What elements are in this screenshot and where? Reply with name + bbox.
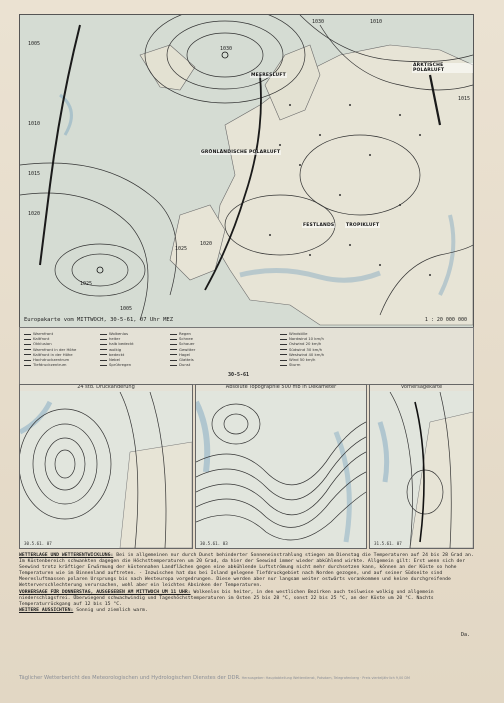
legend-item: Hagel bbox=[170, 352, 195, 357]
legend-item: Windstille bbox=[280, 331, 324, 336]
panel-title: Absolute Topographie 500 mb in Dekameter bbox=[196, 384, 366, 391]
isobar-label: 1010 bbox=[370, 19, 383, 25]
isobar-label: 1030 bbox=[220, 46, 233, 52]
forecast-paragraph bbox=[19, 590, 481, 608]
weather-situation-text: Bei in allgemeinen nur durch Dunst behinderter Sonneneinstrahlung stiegen am Dienstag die Temperaturen auf 24 bis 28 Grad an. Im Küstenbereich schwankten dagegen die Höchsttemperaturen um 20 Grad, da hier der Seewind immer wieder abkühlend wirkte. Allgemein gilt: Erst wenn sich der Seewind trotz kräftiger Erwärmung der küstennahen Landflächen gegen eine abkühlende Luftströmung nicht mehr durchsetzen kann, können an der Küste so hohe Temperaturen wie im Binnenland auftreten. - Inzwischen hat das bei Island gelegene Tiefdruckgebiet nach Norden gezogen, und auf seiner Südseite sind Meeresluftmassen polaren Ursprungs bis nach Westeuropa vorgedrungen. Diese werden aber nur langsam weiter ostwärts vorankommen und keine durchgreifende Wetterverschlechterung verursachen, wohl aber ein leichtes Absinken der Temperaturen. bbox=[19, 553, 474, 589]
legend-column-fronts bbox=[24, 331, 76, 367]
isobar-label: 1025 bbox=[175, 246, 188, 252]
legend-item: Ostwind 20 km/h bbox=[280, 341, 324, 346]
isobar-label: 1010 bbox=[28, 121, 41, 127]
europe-map-drawing bbox=[20, 15, 473, 327]
forecast-text: Wolkenlos bis heiter, in den westlichen Bezirken auch teilweise wolkig und allgemein niederschlagsfrei. Überwiegend schwachwindig und Tageshöchsttemperaturen im Osten 25 bis 28 °C, sonst 22 bis 25 °C, an der Küste um 20 °C. Nachts Temperaturrückgang auf 12 bis 15 °C. bbox=[19, 589, 434, 607]
air-mass-label: GRÖNLÄNDISCHE POLARLUFT bbox=[201, 150, 281, 155]
legend-column-weather bbox=[170, 331, 195, 367]
isobar-label: 1025 bbox=[80, 281, 93, 287]
legend-item: wolkig bbox=[100, 347, 134, 352]
legend-item: Sturm bbox=[280, 362, 324, 367]
legend-item: Warmfront bbox=[24, 331, 76, 336]
forecast-heading: VORHERSAGE FÜR DONNERSTAG, AUSGEGEBEN AM MITTWOCH UM 11 UHR: bbox=[19, 589, 191, 595]
legend-item: Schnee bbox=[170, 336, 195, 341]
map-scale: 1 : 20 000 000 bbox=[424, 317, 467, 323]
air-mass-label: TROPIKLUFT bbox=[346, 223, 380, 228]
forecast-drawing bbox=[370, 392, 473, 548]
outlook-paragraph bbox=[19, 608, 481, 614]
legend-column-wind bbox=[280, 331, 324, 367]
legend-item: Westwind 40 km/h bbox=[280, 352, 324, 357]
panel-title: Vorhersagekarte bbox=[370, 384, 473, 391]
footer-publisher: Herausgeber: Hauptabteilung Wetterdienst, Potsdam, Telegrafenberg · Preis vierteljährlich 9,00 DM bbox=[240, 676, 410, 680]
legend-item: Tiefdruckzentrum bbox=[24, 362, 76, 367]
legend-item: Nebel bbox=[100, 357, 134, 362]
legend-item: Sprühregen bbox=[100, 362, 134, 367]
legend-date-stamp: 30-5-61 bbox=[228, 372, 250, 378]
panel-stamp: 30.5.61. 07 bbox=[24, 541, 52, 546]
legend-item: Nordwind 10 km/h bbox=[280, 336, 324, 341]
europe-weather-map bbox=[19, 14, 474, 328]
legend-item: Südwind 30 km/h bbox=[280, 347, 324, 352]
air-mass-label: MEERESLUFT bbox=[251, 73, 286, 78]
pressure-change-map bbox=[19, 384, 193, 549]
panel-stamp: 31.5.61. 07 bbox=[374, 541, 402, 546]
map-caption: Europakarte vom MITTWOCH, 30-5-61, 07 Uhr MEZ bbox=[24, 317, 174, 323]
topography-drawing bbox=[196, 392, 366, 548]
legend-column-sky bbox=[100, 331, 134, 367]
isobar-label: 1020 bbox=[200, 241, 213, 247]
legend-item: bedeckt bbox=[100, 352, 134, 357]
legend-item: Warmfront in der Höhe bbox=[24, 347, 76, 352]
outlook-text: Sonnig und ziemlich warm. bbox=[73, 607, 148, 613]
publication-footer bbox=[19, 675, 489, 681]
isobar-label: 1005 bbox=[28, 41, 41, 47]
legend-item: heiter bbox=[100, 336, 134, 341]
isobar-label: 1030 bbox=[312, 19, 325, 25]
legend-item: Hochdruckzentrum bbox=[24, 357, 76, 362]
map-legend bbox=[19, 327, 474, 385]
legend-item: Schauer bbox=[170, 341, 195, 346]
weather-situation-paragraph bbox=[19, 553, 481, 590]
legend-item: Kaltfront bbox=[24, 336, 76, 341]
panel-stamp: 30.5.61. 03 bbox=[200, 541, 228, 546]
forecaster-signature: Da. bbox=[461, 632, 471, 638]
legend-item: Kaltfront in der Höhe bbox=[24, 352, 76, 357]
forecast-map bbox=[369, 384, 474, 549]
legend-item: Okklusion bbox=[24, 341, 76, 346]
legend-item: halb bedeckt bbox=[100, 341, 134, 346]
legend-item: Wind 50 km/h bbox=[280, 357, 324, 362]
legend-item: Dunst bbox=[170, 362, 195, 367]
isobar-label: 1020 bbox=[28, 211, 41, 217]
panel-title: 24 std. Druckänderung bbox=[20, 384, 192, 391]
outlook-heading: WEITERE AUSSICHTEN: bbox=[19, 607, 74, 613]
air-mass-label: FESTLANDS bbox=[303, 223, 335, 228]
isobar-label: 1015 bbox=[458, 96, 471, 102]
legend-item: Gewitter bbox=[170, 347, 195, 352]
air-mass-label: ARKTISCHE POLARLUFT bbox=[412, 63, 473, 73]
isobar-label: 1005 bbox=[120, 306, 133, 312]
pressure-change-drawing bbox=[20, 392, 192, 548]
isobar-label: 1015 bbox=[28, 171, 41, 177]
legend-item: Glatteis bbox=[170, 357, 195, 362]
legend-item: Regen bbox=[170, 331, 195, 336]
topography-500mb-map bbox=[195, 384, 367, 549]
legend-item: Wolkenlos bbox=[100, 331, 134, 336]
weather-report-text bbox=[19, 553, 481, 614]
footer-title: Täglicher Wetterbericht des Meteorologischen und Hydrologischen Dienstes der DDR. bbox=[19, 675, 241, 681]
weather-situation-heading: WETTERLAGE UND WETTERENTWICKLUNG: bbox=[19, 553, 114, 558]
